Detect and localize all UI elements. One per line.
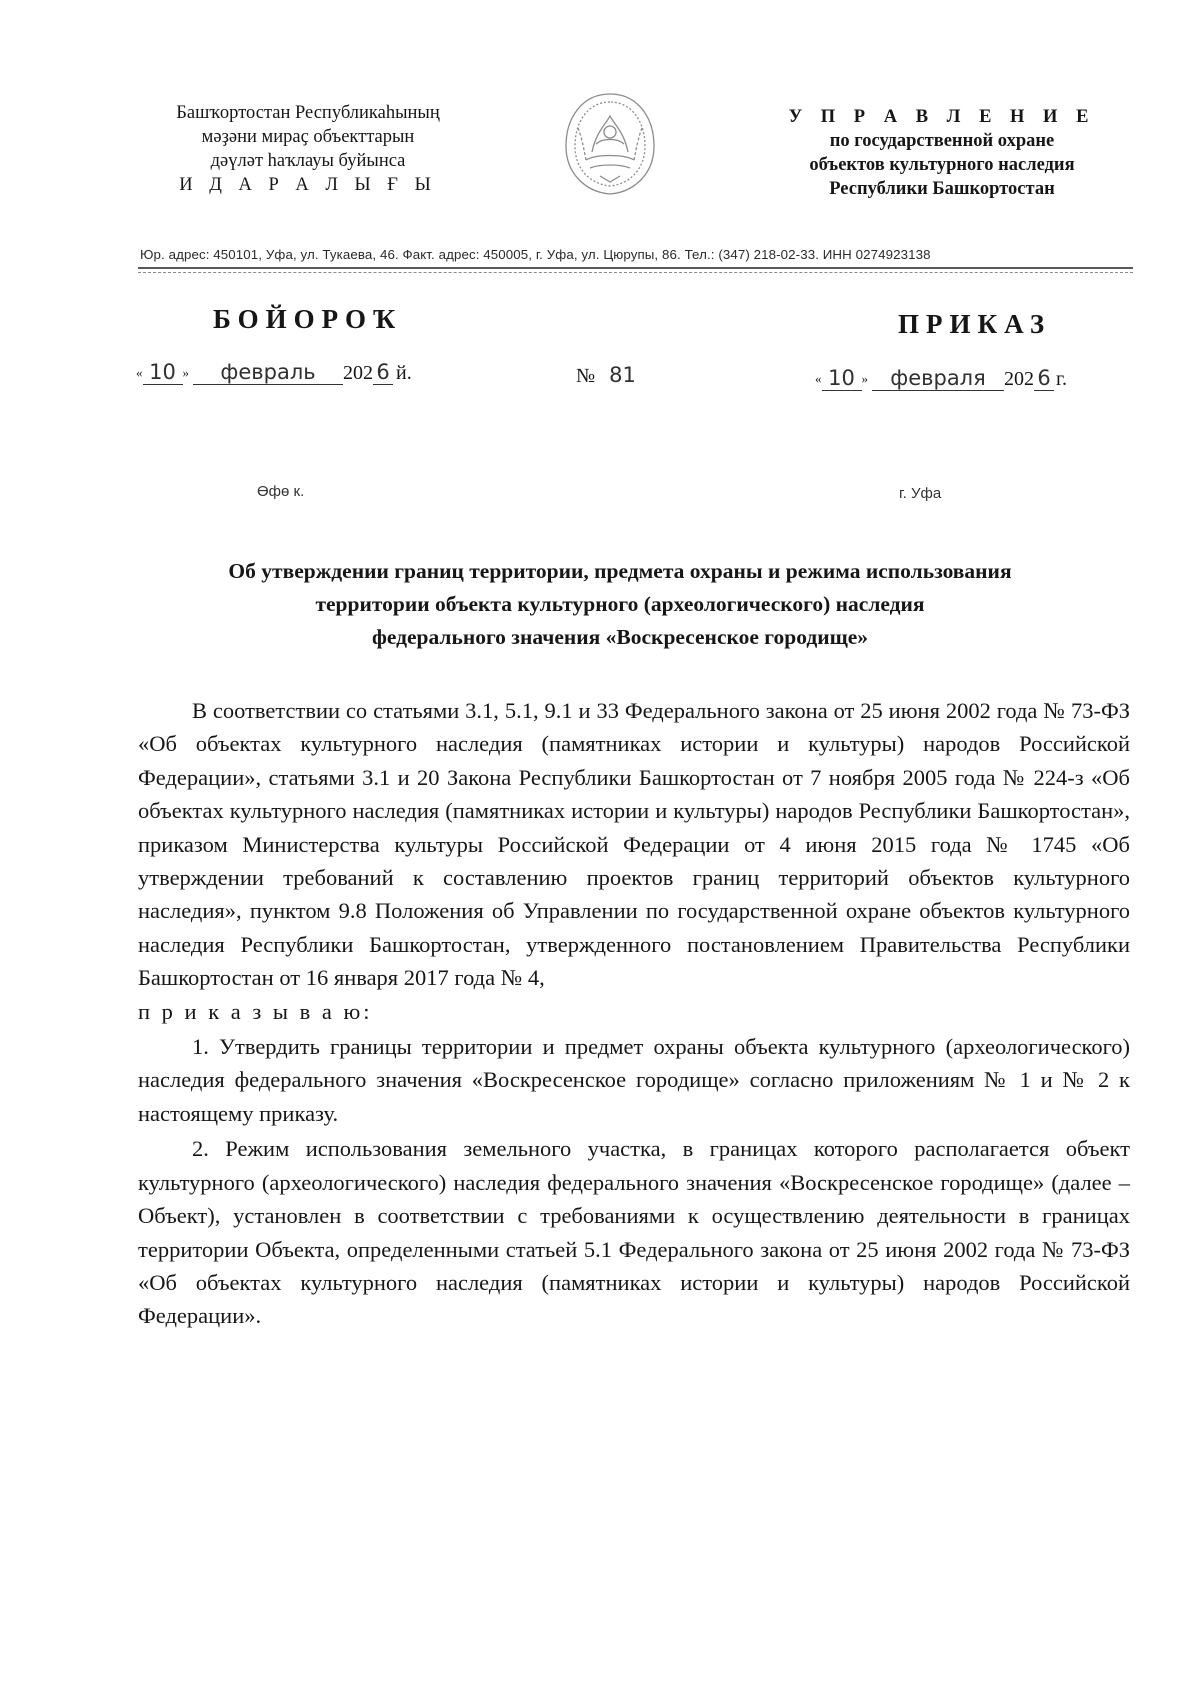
header-left-line-3: дәүләт һаҡлауы буйынса	[210, 151, 406, 171]
date-left-quote-open: «	[136, 365, 143, 380]
date-left-year-prefix: 202	[343, 362, 373, 384]
address-line: Юр. адрес: 450101, Уфа, ул. Тукаева, 46. Факт. адрес: 450005, г. Уфа, ул. Цюрупы, 86. Тел.: (347) 218-02-33. ИНН 0274923138	[140, 247, 931, 262]
header-left-line-1: Башҡортостан Республикаһының	[176, 103, 440, 123]
place-bashkir: Өфө к.	[257, 483, 305, 500]
header-right-line-2: по государственной охране	[829, 131, 1055, 151]
date-left-quote-close: »	[182, 365, 189, 380]
order-number	[576, 363, 636, 388]
header-right-russian	[772, 105, 1112, 201]
header-left-line-2: мәҙәни мираҫ объекттарын	[201, 127, 415, 147]
header-right-line-1: У П Р А В Л Е Н И Е	[788, 107, 1096, 127]
document-title-line-3: федерального значения «Воскресенское городище»	[371, 625, 869, 649]
date-right-month: февраля	[872, 366, 1004, 391]
date-left-suffix: й.	[396, 362, 412, 384]
place-russian: г. Уфа	[899, 485, 942, 502]
document-title-line-2: территории объекта культурного (археологического) наследия	[315, 592, 925, 616]
date-bashkir	[136, 360, 412, 385]
date-right-quote-open: «	[815, 371, 822, 386]
document-title	[120, 555, 1120, 654]
order-title-bashkir: БОЙОРОҠ	[213, 304, 403, 334]
header-divider-secondary	[138, 272, 1133, 273]
date-russian	[815, 366, 1067, 391]
document-title-line-1: Об утверждении границ территории, предмета охраны и режима использования	[228, 559, 1012, 583]
number-sign: №	[576, 365, 596, 387]
item-2-paragraph: 2. Режим использования земельного участка, в границах которого располагается объект культурного (археологического) наследия федерального значения «Воскресенское городище» (далее – Объект), установлен в соответствии с требованиями к осуществлению деятельности в границах территории Объекта, определенными статьей 5.1 Федерального закона от 25 июня 2002 года № 73-ФЗ «Об объектах культурного наследия (памятниках истории и культуры) народов Российской Федерации».	[138, 1136, 1130, 1329]
header-right-line-4: Республики Башкортостан	[829, 179, 1055, 199]
document-body	[138, 694, 1130, 1333]
date-right-year-prefix: 202	[1004, 368, 1034, 390]
coat-of-arms-emblem-icon	[556, 88, 664, 200]
item-1-paragraph: 1. Утвердить границы территории и предмет охраны объекта культурного (археологического) наследия федерального значения «Воскресенское городище» согласно приложениям № 1 и № 2 к настоящему приказу.	[138, 1034, 1130, 1126]
header-left-bashkir	[138, 101, 478, 197]
order-word: п р и к а з ы в а ю:	[138, 998, 373, 1024]
date-right-day: 10	[822, 366, 862, 391]
order-title-russian: ПРИКАЗ	[898, 309, 1052, 339]
number-value: 81	[609, 363, 636, 387]
date-left-year-suffix: 6	[373, 360, 393, 385]
date-right-suffix: г.	[1056, 368, 1067, 390]
date-right-quote-close: »	[861, 371, 868, 386]
date-right-year-suffix: 6	[1034, 366, 1054, 391]
header-divider	[138, 267, 1133, 269]
header-right-line-3: объектов культурного наследия	[809, 155, 1075, 175]
header-left-line-4: И Д А Р А Л Ы Ғ Ы	[179, 175, 437, 195]
date-left-month: февраль	[193, 360, 343, 385]
date-left-day: 10	[143, 360, 183, 385]
preamble-paragraph: В соответствии со статьями 3.1, 5.1, 9.1 и 33 Федерального закона от 25 июня 2002 года № 73-ФЗ «Об объектах культурного наследия (памятниках истории и культуры) народов Российской Федерации», статьями 3.1 и 20 Закона Республики Башкортостан от 7 ноября 2005 года № 224-з «Об объектах культурного наследия (памятниках истории и культуры) народов Республики Башкортостан», приказом Министерства культуры Российской Федерации от 4 июня 2015 года № 1745 «Об утверждении требований к составлению проектов границ территорий объектов культурного наследия», пунктом 9.8 Положения об Управлении по государственной охране объектов культурного наследия Республики Башкортостан, утвержденного постановлением Правительства Республики Башкортостан от 16 января 2017 года № 4,	[138, 698, 1130, 991]
